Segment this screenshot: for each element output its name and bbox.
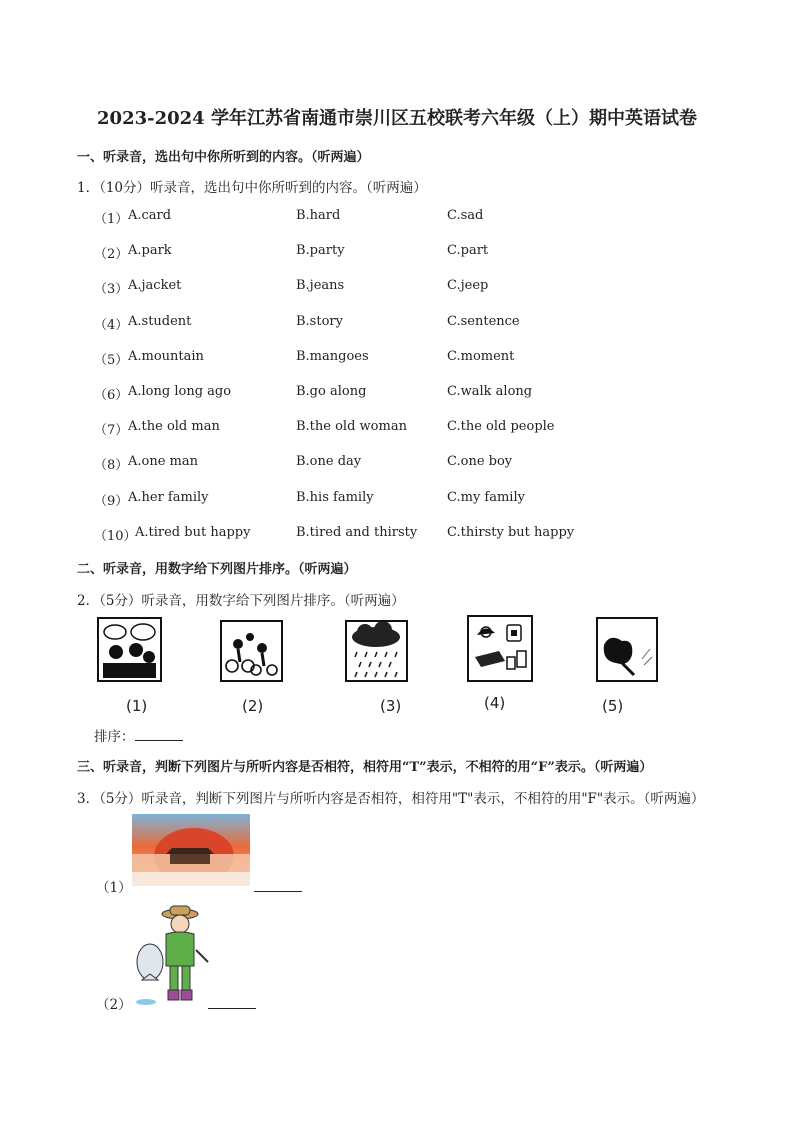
- q3-item-1-blank[interactable]: [254, 891, 302, 892]
- option-a[interactable]: A.tired but happy: [135, 525, 251, 540]
- option-a[interactable]: A.card: [128, 208, 172, 223]
- q3-item-1-num: （1）: [96, 880, 132, 896]
- option-b[interactable]: B.mangoes: [296, 349, 369, 364]
- tree-in-wind-icon: [598, 619, 656, 680]
- picture-2: [220, 620, 283, 682]
- order-line: [94, 725, 183, 745]
- option-b[interactable]: B.hard: [296, 208, 341, 223]
- option-a[interactable]: A.park: [128, 243, 172, 258]
- option-a[interactable]: A.long long ago: [128, 384, 232, 399]
- option-a[interactable]: A.student: [128, 314, 192, 329]
- option-b[interactable]: B.go along: [296, 384, 367, 399]
- option-a[interactable]: A.the old man: [128, 419, 220, 434]
- option-number: （10）: [94, 529, 137, 544]
- option-b[interactable]: B.story: [296, 314, 343, 329]
- section-3-heading: 三、听录音，判断下列图片与所听内容是否相符，相符用“T”表示，不相符的用“F”表示。（听两遍）: [77, 760, 653, 775]
- option-b[interactable]: B.the old woman: [296, 419, 407, 434]
- rain-cloud-icon: [347, 622, 406, 680]
- option-a[interactable]: A.mountain: [128, 349, 204, 364]
- option-b[interactable]: B.tired and thirsty: [296, 525, 418, 540]
- question-1-prompt: 1．（10分）听录音，选出句中你所听到的内容。（听两遍）: [77, 180, 427, 196]
- option-number: （6）: [94, 388, 129, 403]
- option-c[interactable]: C.sad: [447, 208, 484, 223]
- people-talking-icon: [99, 619, 160, 680]
- option-c[interactable]: C.my family: [447, 490, 525, 505]
- q3-item-1: [96, 876, 302, 896]
- option-number: （3）: [94, 282, 129, 297]
- option-number: （1）: [94, 212, 129, 227]
- option-c[interactable]: C.walk along: [447, 384, 533, 399]
- option-c[interactable]: C.the old people: [447, 419, 555, 434]
- option-c[interactable]: C.jeep: [447, 278, 489, 293]
- page-title: 2023-2024 学年江苏省南通市崇川区五校联考六年级（上）期中英语试卷: [97, 108, 697, 129]
- fisherman-picture: [132, 904, 212, 1006]
- picture-5-label: (5): [602, 697, 624, 715]
- question-2-prompt: 2．（5分）听录音，用数字给下列图片排序。（听两遍）: [77, 593, 405, 609]
- option-number: （5）: [94, 353, 129, 368]
- option-b[interactable]: B.one day: [296, 454, 362, 469]
- picture-3: [345, 620, 408, 682]
- order-label: 排序：: [94, 729, 135, 745]
- option-a[interactable]: A.jacket: [128, 278, 182, 293]
- option-number: （9）: [94, 494, 129, 509]
- option-c[interactable]: C.thirsty but happy: [447, 525, 575, 540]
- q3-item-2-blank[interactable]: [208, 1008, 256, 1009]
- option-c[interactable]: C.part: [447, 243, 489, 258]
- picture-1-label: (1): [126, 697, 148, 715]
- picnic-items-icon: [469, 617, 531, 680]
- q3-item-2-num: （2）: [96, 997, 132, 1013]
- picture-4: [467, 615, 533, 682]
- picture-1: [97, 617, 162, 682]
- option-a[interactable]: A.her family: [128, 490, 209, 505]
- picture-3-label: (3): [380, 697, 402, 715]
- option-number: （8）: [94, 458, 129, 473]
- order-answer-blank[interactable]: [135, 740, 183, 741]
- option-c[interactable]: C.moment: [447, 349, 515, 364]
- picture-5: [596, 617, 658, 682]
- option-b[interactable]: B.his family: [296, 490, 374, 505]
- picture-4-label: (4): [484, 694, 506, 712]
- option-number: （7）: [94, 423, 129, 438]
- option-number: （2）: [94, 247, 129, 262]
- picture-2-label: (2): [242, 697, 264, 715]
- fisherman-icon: [132, 904, 212, 1006]
- option-b[interactable]: B.party: [296, 243, 345, 258]
- option-c[interactable]: C.sentence: [447, 314, 520, 329]
- option-number: （4）: [94, 318, 129, 333]
- people-cycling-icon: [222, 622, 281, 680]
- q3-item-2: [96, 993, 256, 1013]
- question-3-prompt: 3．（5分）听录音，判断下列图片与所听内容是否相符，相符用"T"表示，不相符的用"F"表示。（听两遍）: [77, 791, 705, 807]
- option-a[interactable]: A.one man: [128, 454, 198, 469]
- section-2-heading: 二、听录音，用数字给下列图片排序。（听两遍）: [77, 562, 357, 577]
- section-1-heading: 一、听录音，选出句中你所听到的内容。（听两遍）: [77, 150, 370, 165]
- option-c[interactable]: C.one boy: [447, 454, 513, 469]
- option-b[interactable]: B.jeans: [296, 278, 345, 293]
